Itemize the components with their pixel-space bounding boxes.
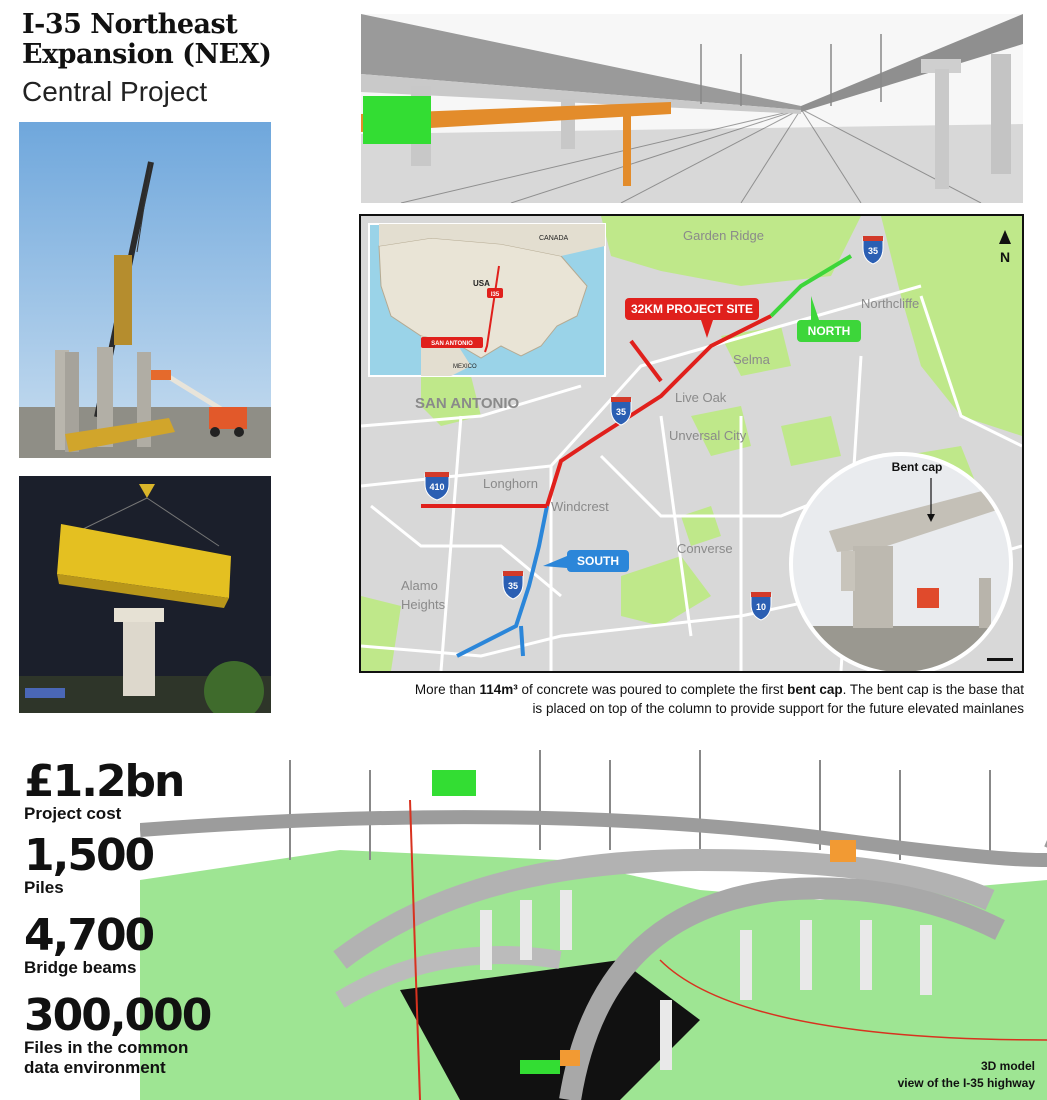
- title-line-2: Expansion (NEX): [22, 39, 272, 70]
- place-selma: Selma: [733, 352, 770, 367]
- map-caption: [320, 680, 1024, 718]
- construction-photo-crane: [19, 122, 271, 458]
- stat-piles: [24, 830, 154, 898]
- stat-value: 4,700: [24, 910, 154, 961]
- project-map: [359, 214, 1024, 673]
- bent-cap-label: Bent cap: [891, 460, 943, 474]
- place-converse: Converse: [677, 541, 733, 556]
- north-label: N: [999, 249, 1011, 265]
- svg-text:CANADA: CANADA: [539, 235, 569, 242]
- page-subtitle: Central Project: [22, 76, 208, 107]
- model-caption: [898, 1058, 1035, 1092]
- place-heights: Heights: [401, 597, 446, 612]
- svg-text:35: 35: [507, 581, 519, 591]
- svg-text:35: 35: [615, 407, 627, 417]
- model-caption-line-1: 3D model: [980, 1059, 1035, 1073]
- stat-value: 1,500: [24, 830, 154, 881]
- place-garden-ridge: Garden Ridge: [683, 228, 764, 243]
- place-unversal-city: Unversal City: [669, 428, 747, 443]
- stat-label: Piles: [24, 878, 64, 897]
- svg-text:SAN ANTONIO: SAN ANTONIO: [431, 341, 473, 347]
- inset-usa-map: [369, 224, 605, 376]
- title-line-1: I-35 Northeast: [22, 9, 238, 40]
- stat-label: Bridge beams: [24, 958, 137, 977]
- caption-line-2: is placed on top of the column to provide support for the future elevated mainlanes: [532, 701, 1024, 716]
- rendering-highway-underpass: [361, 14, 1023, 203]
- svg-text:USA: USA: [473, 279, 490, 288]
- page-title: [22, 10, 271, 70]
- stat-label: Files in the common: [24, 1038, 189, 1057]
- place-san-antonio: SAN ANTONIO: [415, 395, 520, 412]
- svg-text:35: 35: [867, 246, 879, 256]
- svg-text:NORTH: NORTH: [807, 324, 851, 338]
- place-windcrest: Windcrest: [551, 499, 609, 514]
- stat-files: [24, 990, 211, 1078]
- svg-text:32KM PROJECT SITE: 32KM PROJECT SITE: [630, 302, 754, 316]
- svg-text:I35: I35: [490, 292, 500, 298]
- stat-label: Project cost: [24, 804, 122, 823]
- svg-text:10: 10: [755, 602, 767, 612]
- stat-project-cost: [24, 756, 184, 824]
- stat-value: 300,000: [24, 990, 211, 1041]
- model-caption-line-2: view of the I-35 highway: [897, 1076, 1035, 1090]
- svg-text:MEXICO: MEXICO: [453, 364, 477, 370]
- stat-label-2: data environment: [24, 1058, 166, 1077]
- construction-photo-night: [19, 476, 271, 713]
- caption-line-1: More than 114m³ of concrete was poured to complete the first bent cap. The bent cap is the base that: [414, 682, 1024, 697]
- place-alamo: Alamo: [401, 578, 438, 593]
- place-northcliffe: Northcliffe: [861, 296, 920, 311]
- scale-bar: [987, 658, 1013, 661]
- place-longhorn: Longhorn: [483, 476, 538, 491]
- stat-value: £1.2bn: [24, 756, 184, 807]
- place-live-oak: Live Oak: [675, 390, 727, 405]
- svg-text:SOUTH: SOUTH: [577, 554, 619, 568]
- svg-text:410: 410: [429, 482, 445, 492]
- rendering-3d-model: [140, 740, 1047, 1100]
- stat-bridge-beams: [24, 910, 154, 978]
